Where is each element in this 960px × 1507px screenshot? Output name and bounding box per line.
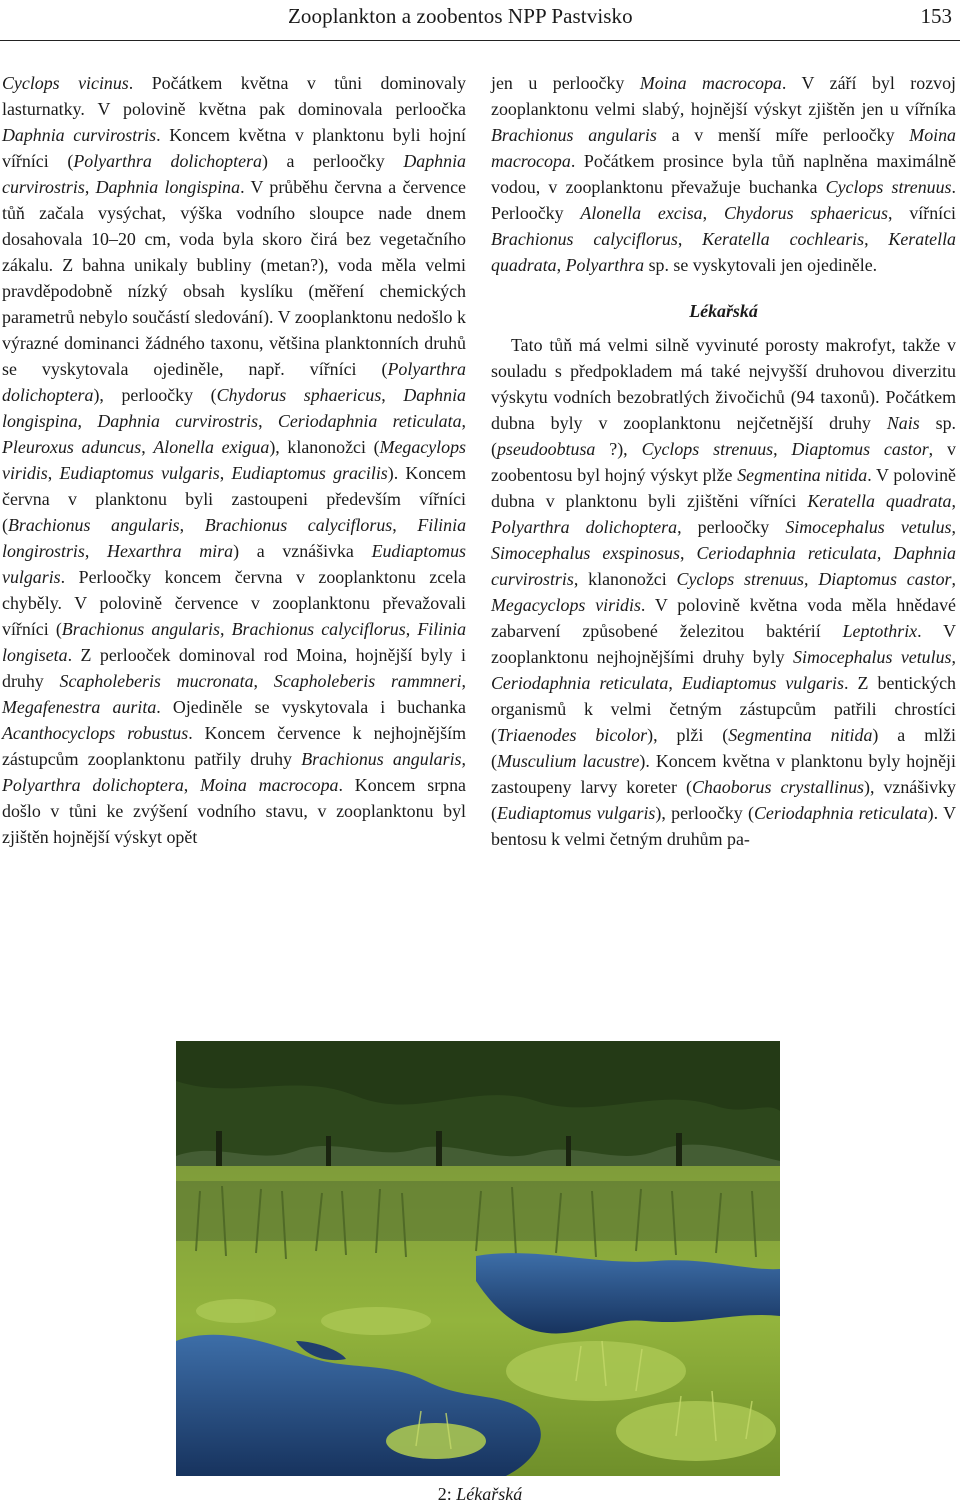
right-column <box>491 70 956 852</box>
section-heading: Lékařská <box>689 301 758 321</box>
caption-number: 2: <box>437 1484 457 1504</box>
caption-name: Lékařská <box>456 1484 523 1504</box>
running-title: Zooplankton a zoobentos NPP Pastvisko <box>288 4 633 28</box>
right-paragraph-lekarska: Tato tůň má velmi silně vyvinuté porosty makrofyt, takže v souladu s předpokladem má také nejvyšší druhovou diverzitu výskytu vodních bezobratlých živočichů (94 taxonů). Počátkem dubna byly v zooplanktonu nejčetnější druhy Nais sp. (pseudoobtusa ?), Cyclops strenuus, Diaptomus castor, v zoobentosu byl hojný výskyt plže Segmentina nitida. V polovině dubna v planktonu byli zjištěni vířníci Keratella quadrata, Polyarthra dolichoptera, perloočky Simocephalus vetulus, Simocephalus exspinosus, Ceriodaphnia reticulata, Daphnia curvirostris, klanonožci Cyclops strenuus, Diaptomus castor, Megacyclops viridis. V polovině května voda měla hnědavé zabarvení způsobené železitou baktérií Leptothrix. V zooplanktonu nejhojnějšími druhy byly Simocephalus vetulus, Ceriodaphnia reticulata, Eudiaptomus vulgaris. Z bentických organismů k velmi četným zástupcům patřili chrostíci (Triaenodes bicolor), plži (Segmentina nitida) a mlži (Musculium lacustre). Koncem května v planktonu byly hojněji zastoupeny larvy koreter (Chaoborus crystallinus), vznášivky (Eudiaptomus vulgaris), perloočky (Ceriodaphnia reticulata). V bentosu k velmi četným druhům pa- <box>491 335 957 849</box>
running-header <box>0 0 960 41</box>
figure-caption <box>0 1484 960 1505</box>
wetland-photo <box>176 1041 780 1476</box>
page-number: 153 <box>920 4 952 28</box>
left-column: Cyclops vicinus. Počátkem května v tůni dominovaly lasturnatky. V polovině května pak dominovala perloočka Daphnia curvirostris. Koncem května v planktonu byli hojní vířníci (Polyarthra dolichoptera) a perloočky Daphnia curvirostris, Daphnia longispina. V průběhu června a července tůň začala vysýchat, výška vodního sloupce nade dnem dosahovala 10–20 cm, voda byla skoro čirá bez vegetačního zákalu. Z bahna unikaly bubliny (metan?), voda měla velmi pravděpodobně nízký obsah kyslíku (měření chemických parametrů nebylo součástí sledování). V zooplanktonu nedošlo k výrazné dominanci žádného taxonu, většina planktonních druhů se vyskytovala ojediněle, např. vířníci (Polyarthra dolichoptera), perloočky (Chydorus sphaericus, Daphnia longispina, Daphnia curvirostris, Ceriodaphnia reticulata, Pleuroxus aduncus, Alonella exigua), klanonožci (Megacylops viridis, Eudiaptomus vulgaris, Eudiaptomus gracilis). Koncem června v planktonu byli zastoupeni především vířníci (Brachionus angularis, Brachionus calyciflorus, Filinia longirostris, Hexarthra mira) a vznášivka Eudiaptomus vulgaris. Perloočky koncem června v zooplanktonu zcela chyběly. V polovině července v zooplanktonu převažovali vířníci (Brachionus angularis, Brachionus calyciflorus, Filinia longiseta. Z perlooček dominoval rod Moina, hojnější byly i druhy Scapholeberis mucronata, Scapholeberis rammneri, Megafenestra aurita. Ojediněle se vyskytovala i buchanka Acanthocyclops robustus. Koncem července k nejhojnějším zástupcům zooplanktonu patřily druhy Brachionus angularis, Polyarthra dolichoptera, Moina macrocopa. Koncem srpna došlo v tůni ke zvýšení vodního stavu, v zooplanktonu byl zjištěn hojnější výskyt opět <box>2 73 467 847</box>
right-paragraph-continuation: jen u perloočky Moina macrocopa. V září byl rozvoj zooplanktonu velmi slabý, hojnější výskyt zjištěn jen u vířníka Brachionus angularis a v menší míře perloočky Moina macrocopa. Počátkem prosince byla tůň naplněna maximálně vodou, v zooplanktonu převažuje buchanka Cyclops strenuus. Perloočky Alonella excisa, Chydorus sphaericus, vířníci Brachionus calyciflorus, Keratella cochlearis, Keratella quadrata, Polyarthra sp. se vyskytovali jen ojediněle. <box>491 73 957 275</box>
